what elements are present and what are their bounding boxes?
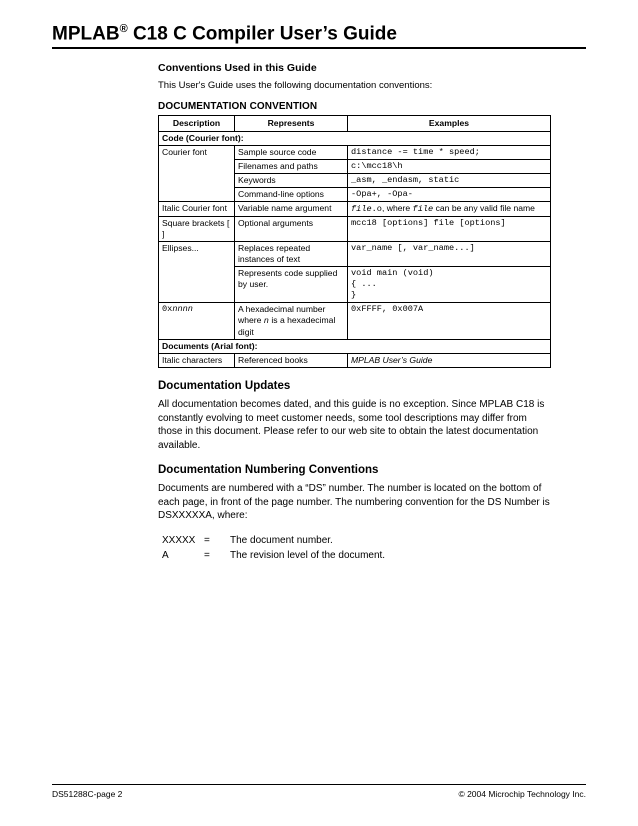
- registered-mark: ®: [119, 23, 128, 35]
- represents-cell: [235, 303, 348, 340]
- represents-cell: Filenames and paths: [235, 160, 348, 174]
- rep-text: is a hexadecimal digit: [238, 315, 336, 337]
- rep-text: A hexadecimal number where: [238, 304, 326, 325]
- example-cell: mcc18 [options] file [options]: [348, 217, 551, 242]
- def-meaning: The revision level of the document.: [230, 549, 386, 561]
- col-represents: Represents: [235, 116, 348, 132]
- def-eq: =: [204, 534, 210, 546]
- rep-var: n: [263, 316, 269, 326]
- page-number: DS51288C-page 2: [52, 789, 123, 799]
- represents-cell: Keywords: [235, 174, 348, 188]
- example-cell: 0xFFFF, 0x007A: [348, 303, 551, 340]
- represents-cell: Replaces repeated instances of text: [235, 242, 348, 267]
- example-cell: _asm, _endasm, static: [348, 174, 551, 188]
- table-header-row: [159, 116, 551, 132]
- title-rest: C18 C Compiler User’s Guide: [127, 23, 397, 45]
- example-text: , where: [381, 203, 413, 213]
- hex-prefix: 0x: [162, 304, 173, 314]
- footer-rule: [52, 784, 586, 785]
- numbering-heading: Documentation Numbering Conventions: [158, 464, 379, 476]
- table-row: [159, 146, 551, 160]
- page-footer: [52, 784, 586, 799]
- col-examples: Examples: [348, 116, 551, 132]
- updates-body: All documentation becomes dated, and this guide is no exception. Since MPLAB C18 is constantly evolving to meet customer needs, some tool descriptions may differ from those in this document. Please refer to our web site to obtain the latest documentation available.: [158, 399, 545, 451]
- conventions-table: [158, 115, 551, 368]
- table-row: [159, 354, 551, 368]
- title-brand: MPLAB: [52, 23, 120, 45]
- hex-desc: [159, 303, 235, 340]
- section-row-docs: [159, 340, 551, 354]
- page-content: [158, 62, 550, 563]
- def-term: A: [162, 549, 169, 561]
- section-docs-label: Documents (Arial font):: [159, 340, 551, 354]
- example-cell: [348, 267, 551, 303]
- footer-row: [52, 789, 586, 799]
- example-cell: [348, 202, 551, 217]
- section-code-label: Code (Courier font):: [159, 132, 551, 146]
- list-item: [162, 533, 550, 548]
- updates-heading: Documentation Updates: [158, 380, 291, 392]
- list-item: [162, 548, 550, 563]
- example-cell: c:\mcc18\h: [348, 160, 551, 174]
- example-var: file: [412, 204, 434, 214]
- hex-digits: nnnn: [172, 304, 193, 314]
- example-cell: MPLAB User’s Guide: [348, 354, 551, 368]
- represents-cell: Represents code supplied by user.: [235, 267, 348, 303]
- example-cell: distance -= time * speed;: [348, 146, 551, 160]
- conventions-heading: Conventions Used in this Guide: [158, 62, 317, 74]
- table-row: [159, 217, 551, 242]
- example-ext: .o: [371, 204, 382, 214]
- def-term: XXXXX: [162, 534, 196, 546]
- definition-list: [162, 533, 550, 563]
- page-title: [52, 18, 586, 45]
- docs-desc: Italic characters: [159, 354, 235, 368]
- represents-cell: Optional arguments: [235, 217, 348, 242]
- def-eq: =: [204, 549, 210, 561]
- represents-cell: Sample source code: [235, 146, 348, 160]
- represents-cell: Referenced books: [235, 354, 348, 368]
- code-line: { ...: [351, 279, 377, 289]
- example-cell: var_name [, var_name...]: [348, 242, 551, 267]
- example-cell: -Opa+, -Opa-: [348, 188, 551, 202]
- represents-cell: Command-line options: [235, 188, 348, 202]
- copyright: © 2004 Microchip Technology Inc.: [458, 789, 586, 799]
- table-row: [159, 202, 551, 217]
- section-row-code: [159, 132, 551, 146]
- ellipses-desc: Ellipses...: [159, 242, 235, 303]
- italic-courier-desc: Italic Courier font: [159, 202, 235, 217]
- example-text: can be any valid file name: [433, 203, 535, 213]
- square-desc: Square brackets [ ]: [159, 217, 235, 242]
- code-line: }: [351, 290, 357, 300]
- col-description: Description: [159, 116, 235, 132]
- conventions-intro: This User's Guide uses the following documentation conventions:: [158, 80, 433, 91]
- example-var: file: [351, 204, 372, 214]
- table-row: [159, 303, 551, 340]
- table-row: [159, 242, 551, 267]
- represents-cell: Variable name argument: [235, 202, 348, 217]
- code-line: void main (void): [351, 268, 434, 278]
- def-meaning: The document number.: [230, 534, 333, 546]
- numbering-body: Documents are numbered with a “DS” number. The number is located on the bottom of each page, in front of the page number. The numbering convention for the DS Number is DSXXXXXA, where:: [158, 483, 550, 521]
- table-caption: DOCUMENTATION CONVENTION: [158, 101, 318, 112]
- header-rule: [52, 47, 586, 49]
- page-header: [52, 18, 586, 45]
- courier-desc: Courier font: [159, 146, 235, 202]
